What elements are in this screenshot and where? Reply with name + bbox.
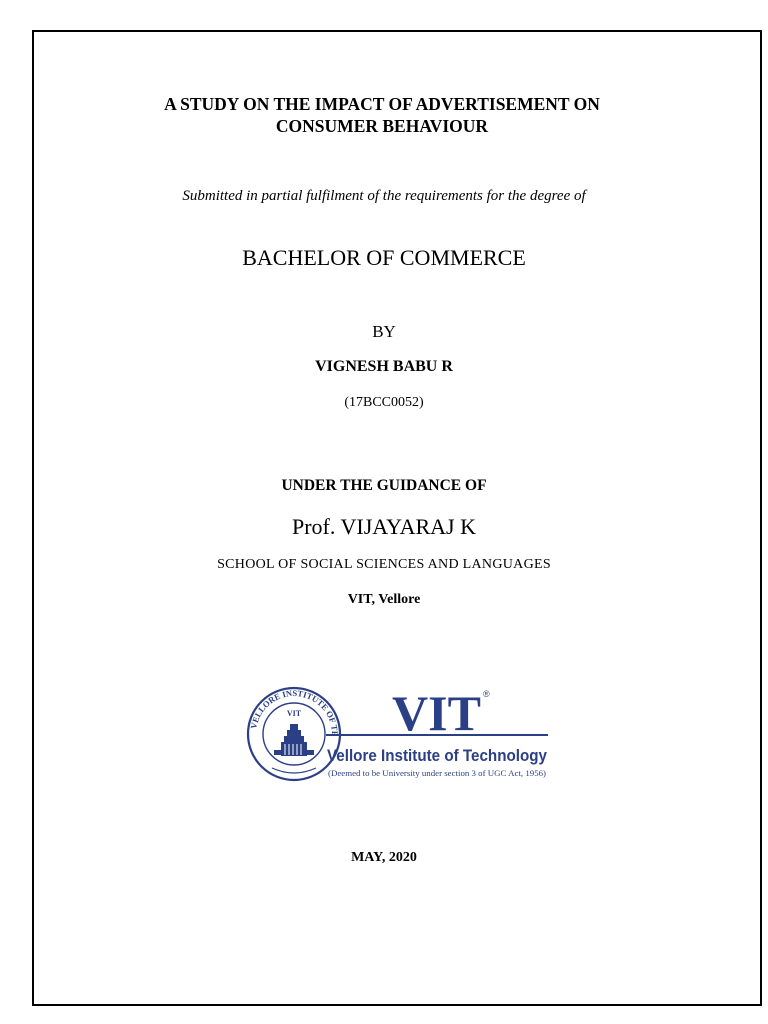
thesis-title [24,93,740,137]
degree-name: BACHELOR OF COMMERCE [242,245,526,270]
seal-center-text: VIT [286,709,302,718]
guide-name: Prof. VIJAYARAJ K [292,514,476,539]
submission-statement: Submitted in partial fulfilment of the requirements for the degree of [182,188,586,204]
school-name: SCHOOL OF SOCIAL SCIENCES AND LANGUAGES [217,557,551,572]
submission-date: MAY, 2020 [351,850,417,865]
vit-seal-icon [244,684,340,780]
institution-location: VIT, Vellore [347,592,421,607]
vit-logo [244,684,554,784]
guidance-label: UNDER THE GUIDANCE OF [281,477,487,494]
thesis-title-line-2: CONSUMER BEHAVIOUR [275,116,489,136]
vit-logo-graphic [244,684,554,784]
seal-building-icon [274,724,314,756]
institution-tagline: (Deemed to be University under section 3 of UGC Act, 1956) [328,768,547,778]
vit-wordmark: VIT [392,685,481,741]
registered-mark: ® [483,689,490,699]
registration-number: (17BCC0052) [344,395,424,410]
institution-name: Vellore Institute of Technology [327,747,548,765]
student-name: VIGNESH BABU R [315,358,453,375]
by-label: BY [372,322,396,341]
seal-ring-text: VELLORE INSTITUTE OF TE [248,687,341,737]
thesis-title-line-1: A STUDY ON THE IMPACT OF ADVERTISEMENT ON [164,94,600,114]
